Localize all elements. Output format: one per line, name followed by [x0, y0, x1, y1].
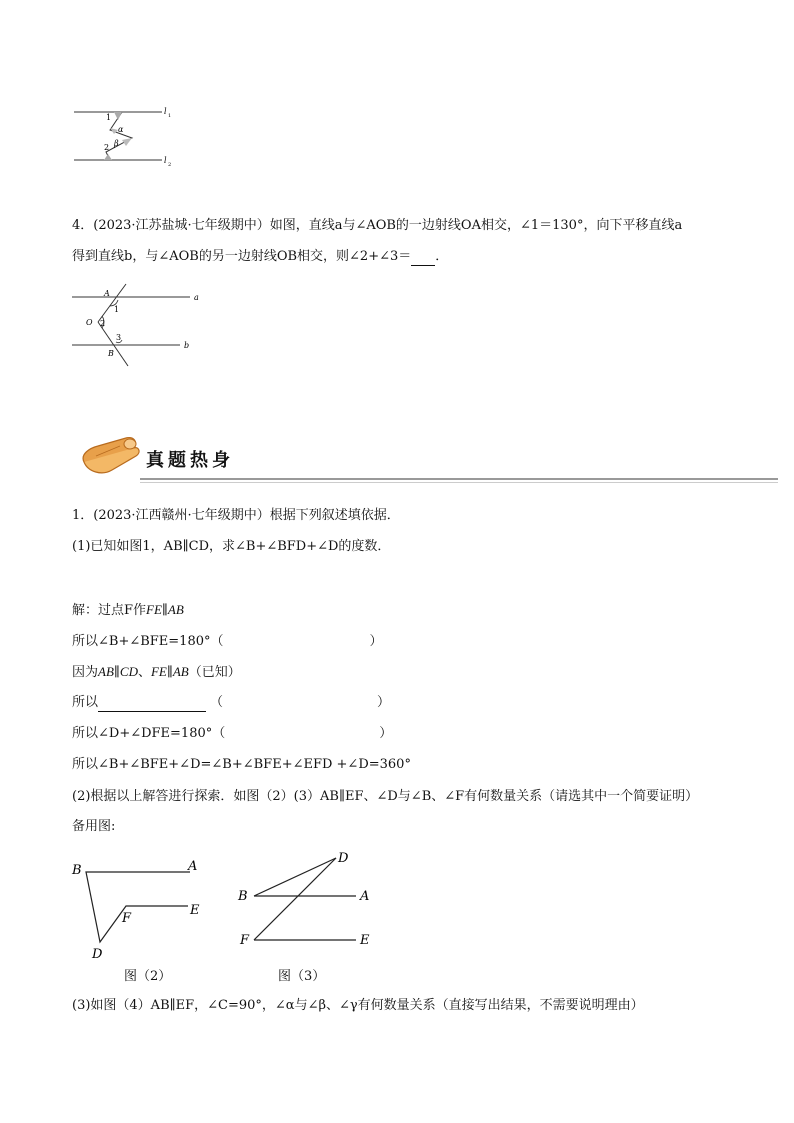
solution-fe-ab: FE∥AB: [146, 602, 184, 617]
q4-line2-end: ．: [435, 249, 449, 264]
fig-top-label-l2: l: [164, 156, 167, 165]
fig2-label-F: F: [122, 911, 132, 926]
q4-fig-label-1: 1: [114, 305, 120, 314]
step1-text: 所以∠B+∠BFE=180°（: [72, 634, 224, 649]
fig-top-label-l1: l: [164, 107, 167, 116]
banner-rule-thin: [140, 482, 778, 483]
q4-figure: [66, 282, 216, 372]
step3-blank: [98, 697, 206, 712]
q4-line2-text: 得到直线b，与∠AOB的另一边射线OB相交，则∠2+∠3＝: [72, 249, 412, 264]
q4-fig-label-2: 2: [100, 319, 106, 328]
step3-mid: （: [210, 695, 224, 710]
fig-top-label-l2-sub: 2: [168, 162, 172, 168]
fig2-label-E: E: [190, 903, 200, 918]
figure-3: [236, 846, 386, 956]
q4-fig-label-B: B: [108, 349, 114, 358]
banner-rule: [140, 478, 778, 480]
step2-pre: 因为: [72, 665, 99, 680]
fig3-label-F: F: [240, 933, 250, 948]
step2-ab-cd: AB∥CD: [98, 664, 138, 679]
figure-3-caption: 图（3）: [278, 969, 326, 984]
q4-fig-label-3: 3: [116, 333, 122, 342]
fig2-label-B: B: [72, 863, 82, 878]
solution-line: [72, 601, 184, 620]
step3-end: ）: [377, 695, 391, 710]
fig-top-label-alpha: α: [118, 125, 124, 134]
q4-line2: [72, 248, 448, 266]
p1-part1: (1)已知如图1，AB∥CD，求∠B+∠BFD+∠D的度数．: [72, 539, 391, 554]
q4-fig-label-b: b: [184, 341, 190, 350]
q4-line1: 4．(2023·江苏盐城·七年级期中）如图，直线a与∠AOB的一边射线OA相交，∠1＝130°，向下平移直线a: [72, 218, 683, 233]
fig2-label-D: D: [92, 947, 103, 962]
q4-answer-blank: [411, 251, 435, 266]
q4-fig-label-a: a: [194, 293, 199, 302]
step5: 所以∠B+∠BFE+∠D=∠B+∠BFE+∠EFD +∠D=360°: [72, 757, 411, 772]
scroll-icon: [76, 432, 146, 480]
p1-part3: (3)如图（4）AB∥EF，∠C=90°，∠α与∠β、∠γ有何数量关系（直接写出结果，不需要说明理由）: [72, 998, 644, 1013]
solution-label: 解：过点F作: [72, 603, 147, 618]
step1: [72, 633, 383, 651]
fig3-label-E: E: [360, 933, 370, 948]
step2-fe-ab: FE∥AB: [150, 664, 189, 679]
step3-text: 所以: [72, 695, 99, 710]
fig-top-label-beta: β: [114, 139, 119, 148]
fig3-label-A: A: [360, 889, 370, 904]
q4-fig-label-A: A: [104, 289, 110, 298]
p1-title: 1．(2023·江西赣州·七年级期中）根据下列叙述填依据．: [72, 508, 400, 523]
step3: [72, 694, 390, 712]
step4-text: 所以∠D+∠DFE=180°（: [72, 726, 226, 741]
figure-2-caption: 图（2）: [124, 969, 172, 984]
banner-title: 真题热身: [146, 450, 234, 471]
fig-top-label-l1-sub: 1: [168, 113, 172, 119]
step2-mid: 、: [137, 665, 151, 680]
step2-end: （已知）: [188, 665, 241, 680]
spare-label: 备用图:: [72, 819, 116, 834]
p1-part2: (2)根据以上解答进行探索．如图（2）(3）AB∥EF、∠D与∠B、∠F有何数量关系（请选其中一个简要证明）: [72, 789, 699, 804]
fig2-label-A: A: [188, 859, 198, 874]
figure-2: [70, 856, 210, 966]
step2: [72, 663, 241, 682]
fig-top-label-1: 1: [106, 113, 112, 122]
q4-fig-label-O: O: [86, 318, 93, 327]
step4: [72, 725, 392, 743]
fig3-label-B: B: [238, 889, 248, 904]
fig-top-label-2: 2: [104, 143, 110, 152]
step1-end: ）: [369, 634, 383, 649]
top-figure: [70, 100, 190, 170]
fig3-label-D: D: [338, 851, 349, 866]
step4-end: ）: [379, 726, 393, 741]
